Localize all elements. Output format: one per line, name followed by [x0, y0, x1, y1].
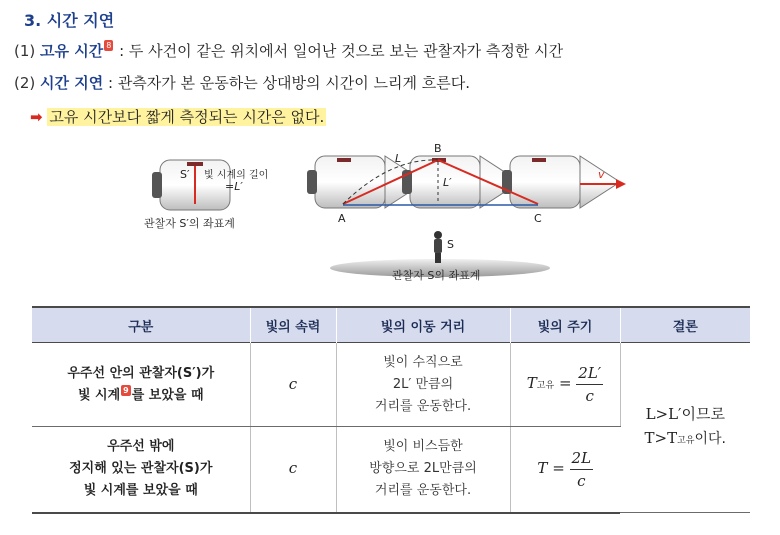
clock-length-value: =L′ — [225, 180, 243, 193]
label-a: A — [338, 212, 346, 225]
bottom-caption: 관찰자 S의 좌표계 — [392, 269, 481, 282]
definition-text: : 관측자가 본 운동하는 상대방의 시간이 느리게 흐른다. — [108, 74, 470, 92]
speed-cell: c — [250, 343, 336, 427]
conclusion-line — [30, 106, 326, 127]
label-b: B — [434, 142, 442, 155]
speed-cell: c — [250, 427, 336, 513]
header-category: 구분 — [32, 307, 250, 343]
observer-s-label: S — [447, 238, 454, 251]
footnote-marker[interactable]: 9 — [123, 385, 129, 395]
label-l-prime: L′ — [443, 176, 452, 189]
term-proper-time: 고유 시간 — [40, 42, 104, 60]
label-c: C — [534, 212, 542, 225]
clock-length-label: 빛 시계의 길이 — [204, 170, 269, 181]
comparison-table — [32, 306, 750, 514]
distance-cell: 빛이 수직으로 2L′ 만큼의 거리를 운동한다. — [336, 343, 510, 427]
header-light-distance: 빛의 이동 거리 — [336, 307, 510, 343]
header-light-speed: 빛의 속력 — [250, 307, 336, 343]
item-number: (1) — [14, 42, 36, 60]
term-time-dilation: 시간 지연 — [40, 74, 104, 92]
header-conclusion: 결론 — [620, 307, 750, 343]
velocity-arrowhead-icon — [616, 179, 626, 189]
distance-cell: 빛이 비스듬한 방향으로 2L만큼의 거리를 운동한다. — [336, 427, 510, 513]
period-cell: T = $\frac{2L}{c}$ — [510, 427, 620, 513]
conclusion-cell: L>L′이므로 T>T고유이다. — [620, 343, 750, 513]
definition-time-dilation — [14, 72, 470, 93]
definition-text: : 두 사건이 같은 위치에서 일어난 것으로 보는 관찰자가 측정한 시간 — [119, 42, 564, 60]
spaceship-left — [152, 160, 230, 210]
right-arrow-icon: ➡ — [30, 108, 43, 126]
definition-proper-time — [14, 40, 563, 61]
row-label-inside: 우주선 안의 관찰자(S′)가 빛 시계 9 를 보았을 때 — [32, 343, 250, 427]
left-caption: 관찰자 S′의 좌표계 — [144, 217, 235, 230]
observer-s-figure — [434, 231, 442, 263]
footnote-marker[interactable]: 8 — [106, 41, 112, 50]
period-cell: T고유 = $\frac{2L'}{c}$ — [510, 343, 620, 427]
row-label-outside: 우주선 밖에 정지해 있는 관찰자(S)가 빛 시계를 보았을 때 — [32, 427, 250, 513]
table-header-row — [32, 307, 750, 343]
spaceship-c — [502, 156, 620, 208]
highlighted-conclusion: 고유 시간보다 짧게 측정되는 시간은 없다. — [49, 108, 325, 126]
table-row — [32, 343, 750, 427]
light-clock-figure — [140, 138, 640, 298]
label-l: L — [395, 152, 402, 165]
item-number: (2) — [14, 74, 36, 92]
section-heading: 3. 시간 지연 — [24, 11, 115, 30]
observer-s-prime-label: S′ — [180, 168, 190, 181]
header-light-period: 빛의 주기 — [510, 307, 620, 343]
label-v: v — [598, 168, 605, 181]
